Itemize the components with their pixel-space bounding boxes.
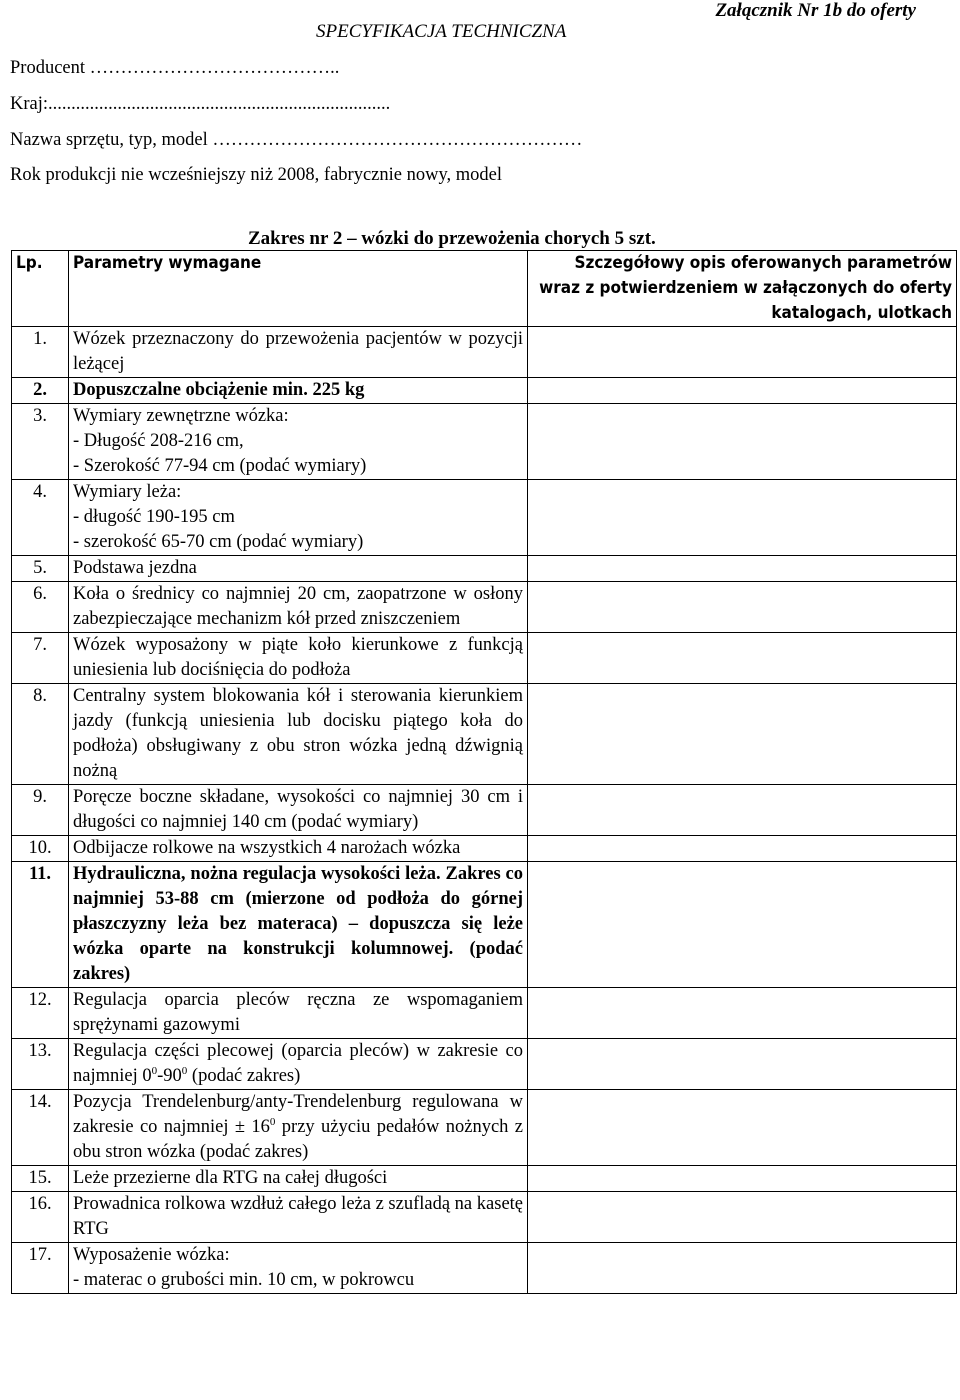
table-header-row xyxy=(12,251,957,327)
table-row xyxy=(12,556,957,582)
row-number: 14. xyxy=(12,1090,69,1166)
row-description-cell[interactable] xyxy=(528,327,957,378)
header-line-country: Kraj:.......................................................................... xyxy=(10,94,391,114)
row-description-cell[interactable] xyxy=(528,988,957,1039)
row-parameter: Koła o średnicy co najmniej 20 cm, zaopatrzone w osłony zabezpieczające mechanizm kół przed zniszczeniem xyxy=(69,582,528,633)
table-row xyxy=(12,1166,957,1192)
table-row xyxy=(12,785,957,836)
row-parameter: Leże przezierne dla RTG na całej długości xyxy=(69,1166,528,1192)
degree-superscript: 0 xyxy=(269,1115,276,1128)
row-parameter xyxy=(69,1090,528,1166)
row-number: 8. xyxy=(12,684,69,785)
row-parameter: Wymiary leża: - długość 190-195 cm - szerokość 65-70 cm (podać wymiary) xyxy=(69,480,528,556)
row-number: 15. xyxy=(12,1166,69,1192)
table-row xyxy=(12,633,957,684)
table-row xyxy=(12,1243,957,1294)
row-number: 17. xyxy=(12,1243,69,1294)
row-description-cell[interactable] xyxy=(528,785,957,836)
row-description-cell[interactable] xyxy=(528,862,957,988)
row-text-part: (podać zakres) xyxy=(187,1066,301,1086)
row-text-part: -90 xyxy=(157,1066,182,1086)
degree-superscript: 0 xyxy=(181,1064,188,1077)
table-row xyxy=(12,862,957,988)
table-row xyxy=(12,582,957,633)
row-parameter: Wyposażenie wózka: - materac o grubości min. 10 cm, w pokrowcu xyxy=(69,1243,528,1294)
row-parameter: Hydrauliczna, nożna regulacja wysokości leża. Zakres co najmniej 53-88 cm (mierzone od podłoża do górnej płaszczyzny leża bez materaca) – dopuszcza się leże wózka oparte na konstrukcji kolumnowej. (podać zakres) xyxy=(69,862,528,988)
row-parameter: Prowadnica rolkowa wzdłuż całego leża z szufladą na kasetę RTG xyxy=(69,1192,528,1243)
row-text-part: Pozycja Trendelenburg/anty-Trendelenburg regulowana w zakresie co najmniej ± 16 xyxy=(73,1092,523,1137)
row-description-cell[interactable] xyxy=(528,1090,957,1166)
row-parameter: Odbijacze rolkowe na wszystkich 4 narożach wózka xyxy=(69,836,528,862)
row-description-cell[interactable] xyxy=(528,1039,957,1090)
row-description-cell[interactable] xyxy=(528,1166,957,1192)
row-parameter: Poręcze boczne składane, wysokości co najmniej 30 cm i długości co najmniej 140 cm (podać wymiary) xyxy=(69,785,528,836)
row-description-cell[interactable] xyxy=(528,836,957,862)
header-line-equipment-name: Nazwa sprzętu, typ, model …………………………………………………… xyxy=(10,130,583,150)
header-line-production-year: Rok produkcji nie wcześniejszy niż 2008, fabrycznie nowy, model xyxy=(10,165,502,185)
row-text-part: przy użyciu pedałów nożnych z obu stron wózka (podać zakres) xyxy=(73,1117,523,1162)
table-row xyxy=(12,1090,957,1166)
row-parameter: Podstawa jezdna xyxy=(69,556,528,582)
row-number: 10. xyxy=(12,836,69,862)
row-parameter: Wózek przeznaczony do przewożenia pacjentów w pozycji leżącej xyxy=(69,327,528,378)
table-row xyxy=(12,988,957,1039)
table-row xyxy=(12,404,957,480)
row-description-cell[interactable] xyxy=(528,633,957,684)
col-header-params: Parametry wymagane xyxy=(69,251,528,327)
row-number: 3. xyxy=(12,404,69,480)
col-header-description: Szczegółowy opis oferowanych parametrów wraz z potwierdzeniem w załączonych do oferty katalogach, ulotkach xyxy=(528,251,957,327)
row-number: 16. xyxy=(12,1192,69,1243)
row-number: 5. xyxy=(12,556,69,582)
row-number: 6. xyxy=(12,582,69,633)
row-description-cell[interactable] xyxy=(528,480,957,556)
row-text-part: Regulacja części plecowej (oparcia pleców) w zakresie co najmniej 0 xyxy=(73,1041,523,1086)
table-row xyxy=(12,836,957,862)
row-number: 7. xyxy=(12,633,69,684)
row-parameter: Regulacja oparcia pleców ręczna ze wspomaganiem sprężynami gazowymi xyxy=(69,988,528,1039)
scope-heading: Zakres nr 2 – wózki do przewożenia chorych 5 szt. xyxy=(248,228,656,249)
header-line-producer: Producent ………………………………….. xyxy=(10,58,340,78)
row-number: 4. xyxy=(12,480,69,556)
document-title: SPECYFIKACJA TECHNICZNA xyxy=(316,21,567,42)
row-description-cell[interactable] xyxy=(528,404,957,480)
row-description-cell[interactable] xyxy=(528,378,957,404)
row-number: 2. xyxy=(12,378,69,404)
row-description-cell[interactable] xyxy=(528,1243,957,1294)
row-parameter: Wymiary zewnętrzne wózka: - Długość 208-216 cm, - Szerokość 77-94 cm (podać wymiary) xyxy=(69,404,528,480)
degree-superscript: 0 xyxy=(151,1064,158,1077)
row-number: 13. xyxy=(12,1039,69,1090)
row-number: 12. xyxy=(12,988,69,1039)
row-parameter: Wózek wyposażony w piąte koło kierunkowe z funkcją uniesienia lub dociśnięcia do podłoża xyxy=(69,633,528,684)
row-description-cell[interactable] xyxy=(528,1192,957,1243)
row-number: 11. xyxy=(12,862,69,988)
row-description-cell[interactable] xyxy=(528,684,957,785)
table-row xyxy=(12,327,957,378)
table-row xyxy=(12,684,957,785)
table-row xyxy=(12,480,957,556)
table-row xyxy=(12,1192,957,1243)
row-parameter: Centralny system blokowania kół i sterowania kierunkiem jazdy (funkcją uniesienia lub docisku piątego koła do podłoża) obsługiwany z obu stron wózka jedną dźwignią nożną xyxy=(69,684,528,785)
row-number: 9. xyxy=(12,785,69,836)
row-description-cell[interactable] xyxy=(528,582,957,633)
table-row xyxy=(12,1039,957,1090)
table-row xyxy=(12,378,957,404)
row-parameter: Dopuszczalne obciążenie min. 225 kg xyxy=(69,378,528,404)
row-parameter xyxy=(69,1039,528,1090)
row-description-cell[interactable] xyxy=(528,556,957,582)
spec-table xyxy=(11,250,957,1294)
row-number: 1. xyxy=(12,327,69,378)
annex-label: Załącznik Nr 1b do oferty xyxy=(715,0,916,21)
col-header-lp: Lp. xyxy=(12,251,69,327)
